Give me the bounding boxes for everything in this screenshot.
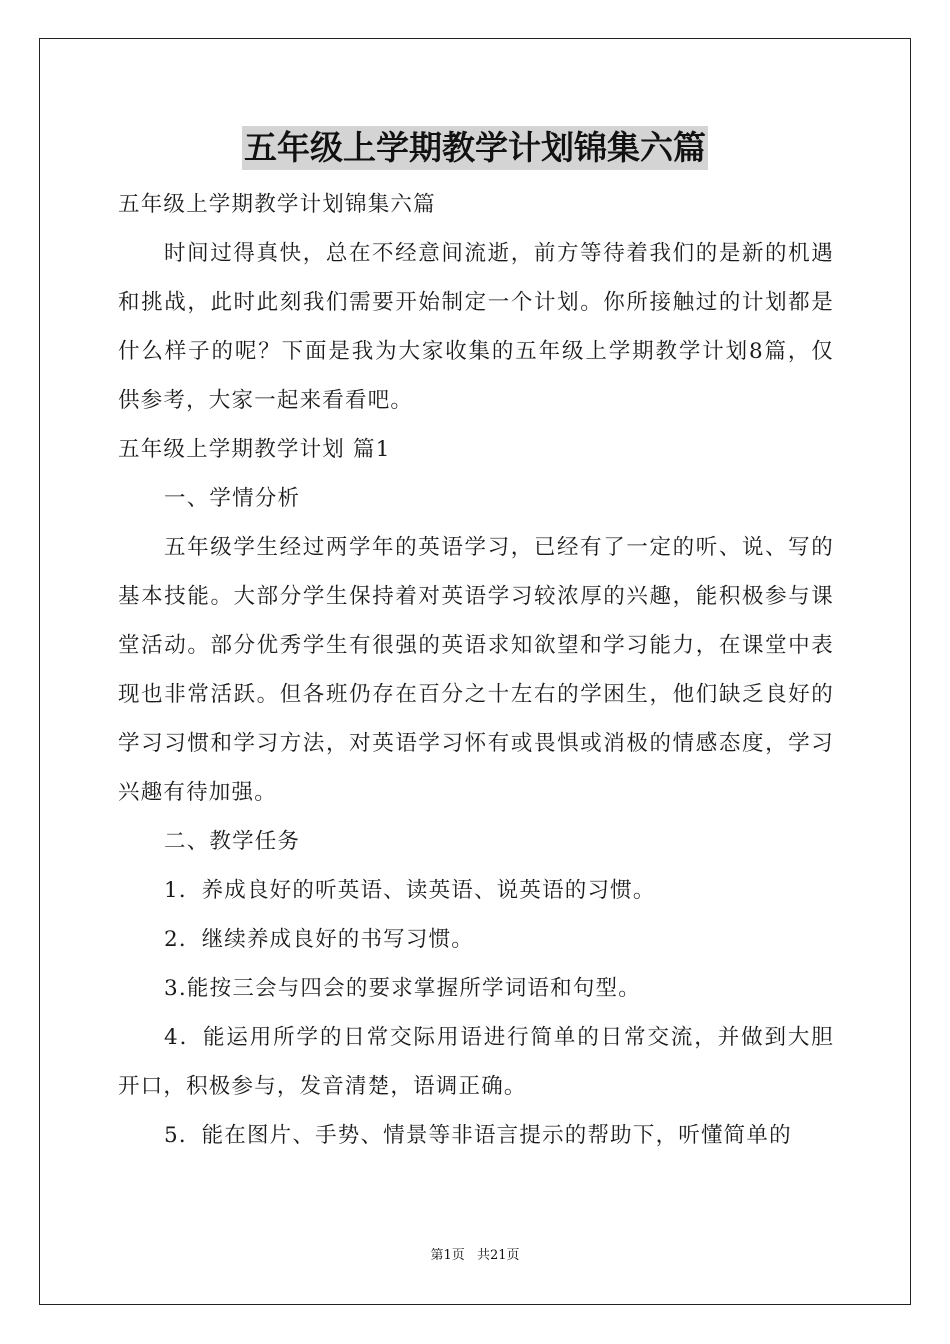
page-number: 第1页 <box>430 1248 465 1263</box>
title-container <box>0 126 950 170</box>
subsection-heading: 二、教学任务 <box>164 829 301 854</box>
paragraph: 五年级上学期教学计划锦集六篇 <box>118 192 436 217</box>
list-item: 4．能运用所学的日常交际用语进行简单的日常交流，并做到大胆开口，积极参与，发音清楚，语调正确。 <box>118 1025 834 1099</box>
document-body <box>118 180 834 1160</box>
page-total: 共21页 <box>476 1248 520 1263</box>
document-title: 五年级上学期教学计划锦集六篇 <box>242 126 708 170</box>
paragraph: 时间过得真快，总在不经意间流逝，前方等待着我们的是新的机遇和挑战，此时此刻我们需要开始制定一个计划。你所接触过的计划都是什么样子的呢？下面是我为大家收集的五年级上学期教学计划8篇，仅供参考，大家一起来看看吧。 <box>118 241 834 413</box>
list-item: 1．养成良好的听英语、读英语、说英语的习惯。 <box>164 878 656 903</box>
paragraph: 五年级学生经过两学年的英语学习，已经有了一定的听、说、写的基本技能。大部分学生保持着对英语学习较浓厚的兴趣，能积极参与课堂活动。部分优秀学生有很强的英语求知欲望和学习能力，在课堂中表现也非常活跃。但各班仍存在百分之十左右的学困生，他们缺乏良好的学习习惯和学习方法，对英语学习怀有或畏惧或消极的情感态度，学习兴趣有待加强。 <box>118 535 834 805</box>
page-footer <box>0 1244 950 1263</box>
list-item: 2．继续养成良好的书写习惯。 <box>164 927 474 952</box>
section-heading: 五年级上学期教学计划 篇1 <box>118 437 391 462</box>
subsection-heading: 一、学情分析 <box>164 486 301 511</box>
list-item: 3.能按三会与四会的要求掌握所学词语和句型。 <box>164 976 641 1001</box>
list-item: 5．能在图片、手势、情景等非语言提示的帮助下，听懂简单的 <box>164 1123 792 1148</box>
